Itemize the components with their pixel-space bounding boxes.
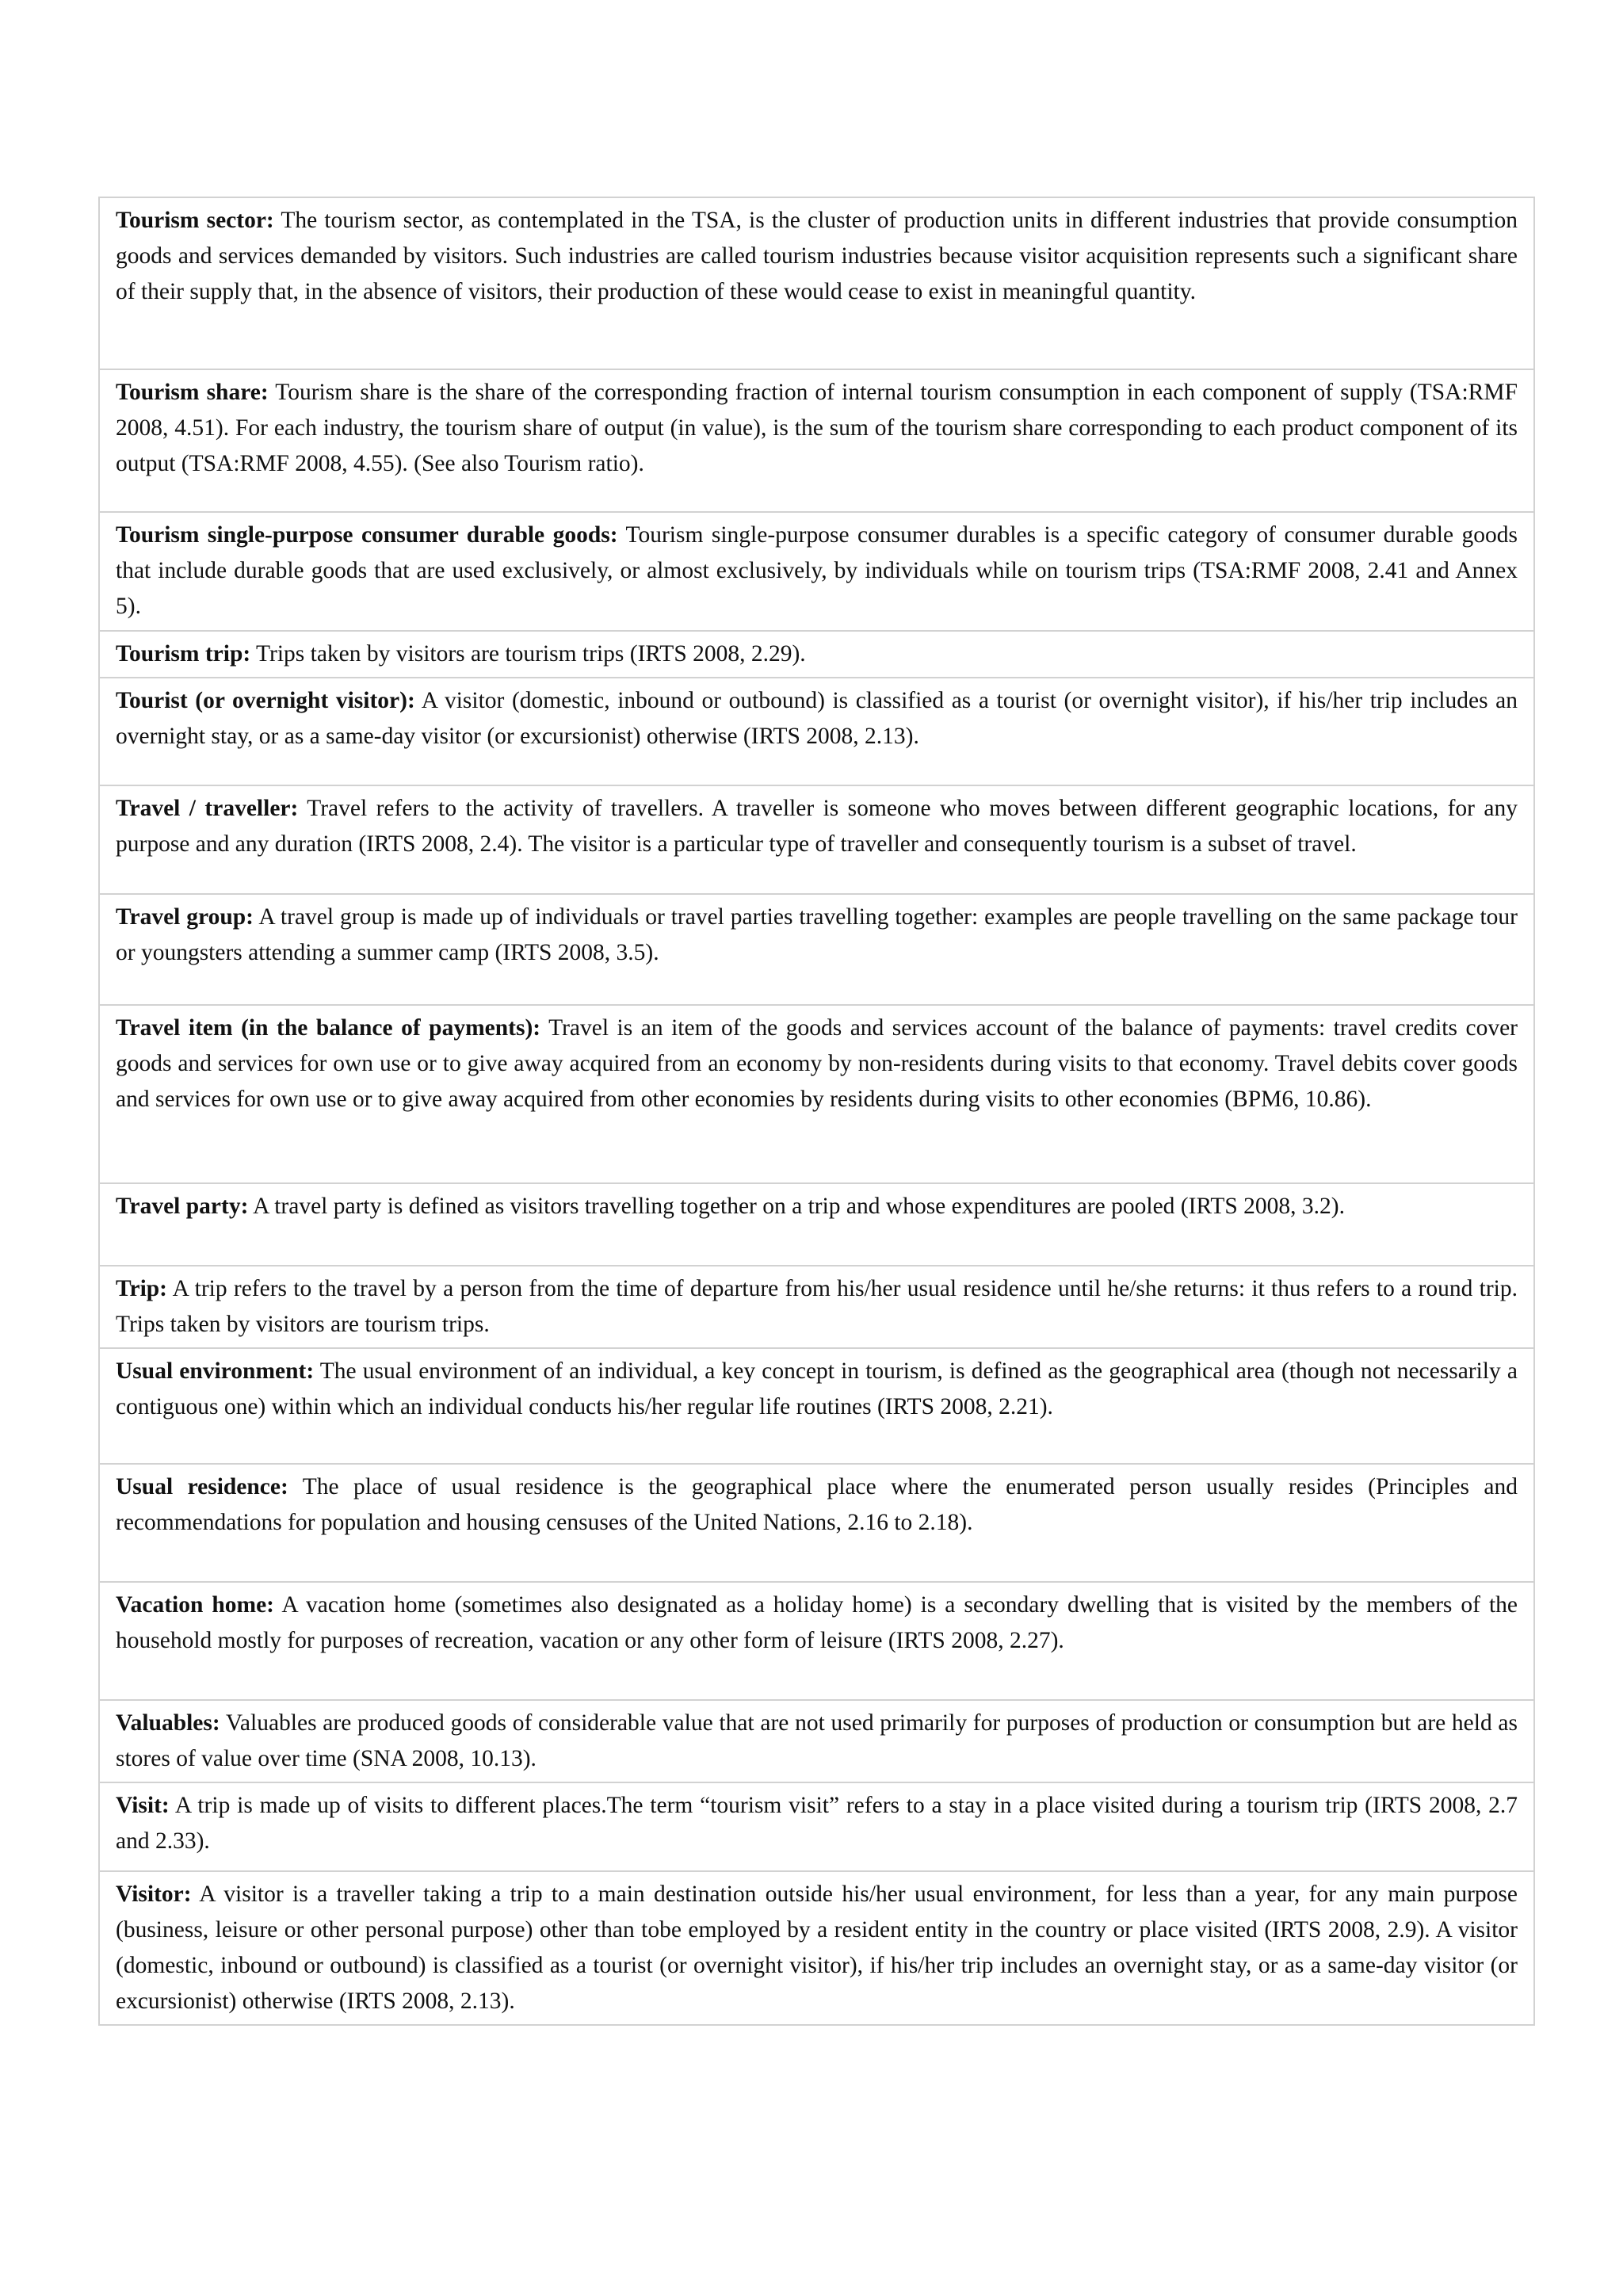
glossary-definition: Trips taken by visitors are tourism trips (IRTS 2008, 2.29). xyxy=(250,641,806,667)
glossary-definition: A travel group is made up of individuals or travel parties travelling together: examples are people travelling on the same package tour or youngsters attending a summer camp (IRTS 2008, 3.5). xyxy=(116,904,1518,965)
glossary-row-travel-party xyxy=(99,1183,1534,1266)
glossary-row-visit xyxy=(99,1782,1534,1871)
glossary-row-visitor xyxy=(99,1871,1534,2025)
glossary-entry xyxy=(99,678,1534,785)
glossary-table xyxy=(98,197,1535,2026)
glossary-definition: Travel is an item of the goods and services account of the balance of payments: travel credits cover goods and services for own use or to give away acquired from an economy by non-residents during visits to that economy. Travel debits cover goods and services for own use or to give away acquired from other economies by residents during visits to other economies (BPM6, 10.86). xyxy=(116,1015,1518,1112)
glossary-definition: The place of usual residence is the geographical place where the enumerated person usually resides (Principles and recommendations for population and housing censuses of the United Nations, 2.16 to 2.18). xyxy=(116,1474,1518,1535)
glossary-entry xyxy=(99,1266,1534,1348)
glossary-row-tourism-share xyxy=(99,369,1534,512)
glossary-row-vacation-home xyxy=(99,1582,1534,1700)
glossary-term: Tourism single-purpose consumer durable goods: xyxy=(116,522,618,548)
glossary-entry xyxy=(99,369,1534,512)
glossary-entry xyxy=(99,1348,1534,1464)
glossary-term: Vacation home: xyxy=(116,1592,275,1618)
glossary-definition: The usual environment of an individual, a key concept in tourism, is defined as the geographical area (though not necessarily a contiguous one) within which an individual conducts his/her regular life routines (IRTS 2008, 2.21). xyxy=(116,1358,1518,1419)
glossary-definition: A vacation home (sometimes also designated as a holiday home) is a secondary dwelling that is visited by the members of the household mostly for purposes of recreation, vacation or any other form of leisure (IRTS 2008, 2.27). xyxy=(116,1592,1518,1653)
glossary-row-tourism-sector xyxy=(99,197,1534,369)
glossary-entry xyxy=(99,894,1534,1005)
glossary-row-tourism-trip xyxy=(99,631,1534,678)
glossary-definition: A trip is made up of visits to different places.The term “tourism visit” refers to a stay in a place visited during a tourism trip (IRTS 2008, 2.7 and 2.33). xyxy=(116,1793,1518,1854)
glossary-definition: Travel refers to the activity of travellers. A traveller is someone who moves between different geographic locations, for any purpose and any duration (IRTS 2008, 2.4). The visitor is a particular type of traveller and consequently tourism is a subset of travel. xyxy=(116,796,1518,857)
glossary-term: Tourism trip: xyxy=(116,641,251,667)
glossary-row-tourism-single-purpose-durables xyxy=(99,512,1534,631)
glossary-row-travel-item xyxy=(99,1005,1534,1183)
glossary-row-valuables xyxy=(99,1700,1534,1782)
glossary-term: Tourism share: xyxy=(116,380,269,405)
glossary-term: Tourist (or overnight visitor): xyxy=(116,688,415,713)
glossary-row-trip xyxy=(99,1266,1534,1348)
glossary-definition: A travel party is defined as visitors travelling together on a trip and whose expenditures are pooled (IRTS 2008, 3.2). xyxy=(248,1194,1345,1219)
glossary-entry xyxy=(99,197,1534,369)
glossary-definition: Valuables are produced goods of considerable value that are not used primarily for purposes of production or consumption but are held as stores of value over time (SNA 2008, 10.13). xyxy=(116,1710,1518,1771)
glossary-entry xyxy=(99,1183,1534,1266)
glossary-entry xyxy=(99,1871,1534,2025)
glossary-entry xyxy=(99,785,1534,894)
glossary-term: Usual environment: xyxy=(116,1358,315,1384)
glossary-term: Travel / traveller: xyxy=(116,796,299,821)
glossary-entry xyxy=(99,1582,1534,1700)
glossary-definition: A trip refers to the travel by a person from the time of departure from his/her usual residence until he/she returns: it thus refers to a round trip. Trips taken by visitors are tourism trips. xyxy=(116,1276,1518,1337)
glossary-term: Valuables: xyxy=(116,1710,220,1736)
glossary-row-usual-residence xyxy=(99,1464,1534,1582)
glossary-entry xyxy=(99,1464,1534,1582)
glossary-definition: A visitor is a traveller taking a trip to a main destination outside his/her usual environment, for less than a year, for any main purpose (business, leisure or other personal purpose) other than tobe employed by a resident entity in the country or place visited (IRTS 2008, 2.9). A visitor (domestic, inbound or outbound) is classified as a tourist (or overnight visitor), if his/her trip includes an overnight stay, or as a same-day visitor (or excursionist) otherwise (IRTS 2008, 2.13). xyxy=(116,1881,1518,2014)
glossary-term: Usual residence: xyxy=(116,1474,288,1499)
glossary-definition: Tourism single-purpose consumer durables is a specific category of consumer durable goods that include durable goods that are used exclusively, or almost exclusively, by individuals while on tourism trips (TSA:RMF 2008, 2.41 and Annex 5). xyxy=(116,522,1518,619)
glossary-entry xyxy=(99,512,1534,631)
glossary-term: Travel item (in the balance of payments): xyxy=(116,1015,541,1041)
glossary-definition: A visitor (domestic, inbound or outbound) is classified as a tourist (or overnight visitor), if his/her trip includes an overnight stay, or as a same-day visitor (or excursionist) otherwise (IRTS 2008, 2.13). xyxy=(116,688,1518,749)
glossary-term: Visit: xyxy=(116,1793,170,1818)
glossary-row-usual-environment xyxy=(99,1348,1534,1464)
glossary-entry xyxy=(99,1005,1534,1183)
glossary-term: Travel group: xyxy=(116,904,254,930)
glossary-row-tourist xyxy=(99,678,1534,785)
glossary-row-travel-traveller xyxy=(99,785,1534,894)
glossary-definition: Tourism share is the share of the corresponding fraction of internal tourism consumption in each component of supply (TSA:RMF 2008, 4.51). For each industry, the tourism share of output (in value), is the sum of the tourism share corresponding to each product component of its output (TSA:RMF 2008, 4.55). (See also Tourism ratio). xyxy=(116,380,1518,476)
glossary-definition: The tourism sector, as contemplated in the TSA, is the cluster of production units in different industries that provide consumption goods and services demanded by visitors. Such industries are called tourism industries because visitor acquisition represents such a significant share of their supply that, in the absence of visitors, their production of these would cease to exist in meaningful quantity. xyxy=(116,208,1518,304)
glossary-row-travel-group xyxy=(99,894,1534,1005)
glossary-term: Tourism sector: xyxy=(116,208,274,233)
glossary-term: Visitor: xyxy=(116,1881,192,1907)
glossary-entry xyxy=(99,631,1534,678)
glossary-term: Travel party: xyxy=(116,1194,249,1219)
glossary-entry xyxy=(99,1700,1534,1782)
glossary-entry xyxy=(99,1782,1534,1871)
glossary-term: Trip: xyxy=(116,1276,168,1301)
